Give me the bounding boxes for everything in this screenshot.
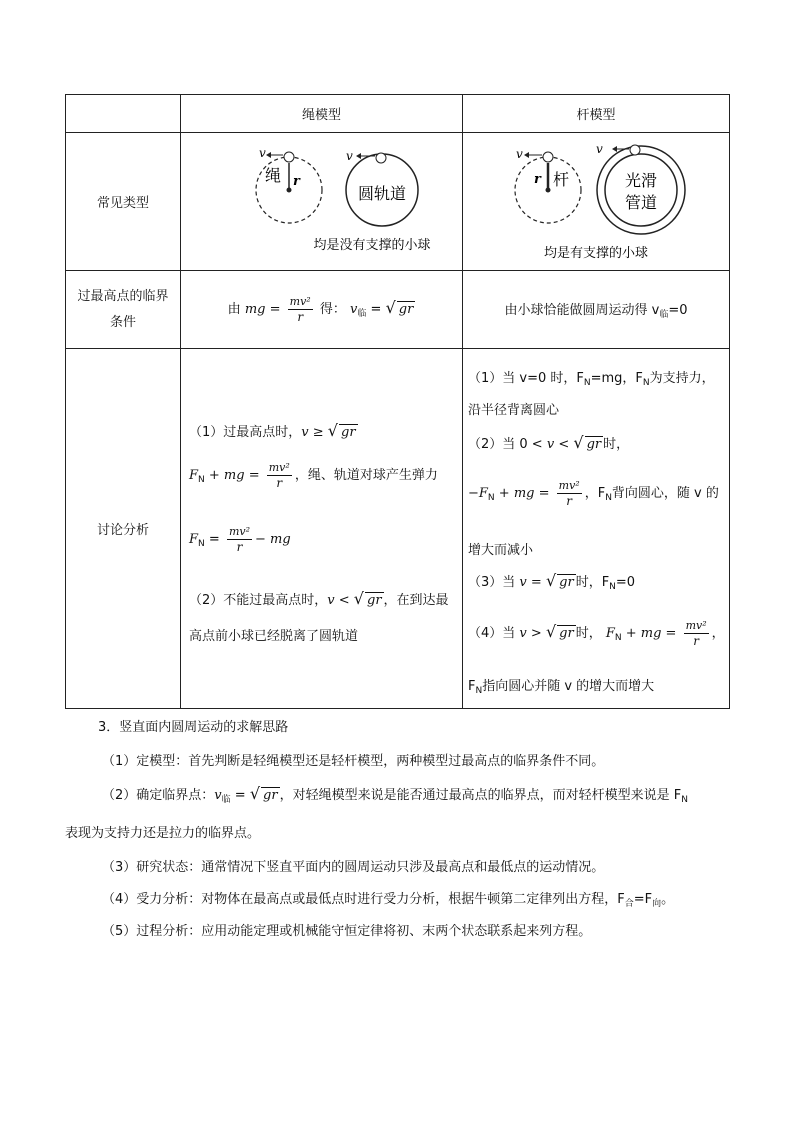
rope-v-label: v	[259, 146, 266, 160]
steps-title: 3．竖直面内圆周运动的求解思路	[98, 720, 289, 735]
rope-discussion-line1: （1）过最高点时，v ≥ √ gr	[189, 421, 356, 440]
rope-critical-sub: 临	[357, 309, 367, 319]
track-v-label: v	[346, 149, 353, 163]
critical-label-line2: 条件	[109, 314, 136, 330]
tube-inner-circle	[605, 154, 677, 226]
step-3: （3）研究状态：通常情况下竖直平面内的圆周运动只涉及最高点和最低点的运动情况。	[102, 860, 605, 875]
rod-center-dot	[546, 188, 551, 193]
step-4: （4）受力分析：对物体在最高点或最低点时进行受力分析，根据牛顿第二定律列出方程，$F_合=F_向$。	[102, 892, 675, 909]
rope-ball	[284, 152, 294, 162]
tube-text-1: 光滑	[624, 171, 658, 190]
rope-critical-eq: =	[370, 302, 382, 317]
rod-discussion-line8: $F_N$指向圆心并随 v 的增大而增大	[468, 679, 655, 696]
rod-critical-condition	[463, 271, 730, 349]
tube-ball	[630, 145, 640, 155]
row-label-critical	[66, 271, 181, 349]
rod-discussion-line2: 沿半径背离圆心	[468, 403, 560, 418]
rod-critical-sub: 临	[659, 310, 669, 320]
rope-critical-prefix: 由	[227, 302, 241, 317]
rod-r-label: r	[534, 172, 541, 187]
track-ball	[376, 153, 386, 163]
rod-caption: 均是有支撑的小球	[543, 246, 649, 261]
rod-char-label: 杆	[553, 170, 570, 189]
tube-v-label: v	[596, 142, 603, 156]
rope-critical-mid: 得：	[319, 302, 346, 317]
step-2: （2）确定临界点：$v_临$ = √ gr ，对轻绳模型来说是能否通过最高点的临界点，而对轻杆模型来说是 $F_N$	[102, 784, 688, 805]
rope-critical-fraction: $\frac{\text{mv²}}{r}$	[289, 295, 311, 324]
track-text: 圆轨道	[358, 184, 407, 203]
rope-model-diagram	[181, 133, 463, 271]
step-2-continued: 表现为支持力还是拉力的临界点。	[65, 826, 261, 841]
rope-caption: 均是没有支撑的小球	[313, 238, 431, 253]
rod-ball	[543, 152, 553, 162]
rope-discussion-cell	[181, 349, 463, 709]
header-rod-model: 杆模型	[463, 95, 730, 133]
rod-discussion-line7: （4）当 v > √ gr 时， $F_N$ + mg = $\frac{\text{mv²}}{r}$ ，	[468, 619, 725, 648]
rope-r-label: r	[293, 174, 300, 189]
rod-v-label: v	[516, 147, 523, 161]
rope-discussion-line3: $F_N$ = $\frac{\text{mv²}}{r}$ − mg	[189, 525, 291, 554]
rod-model-diagram	[463, 133, 730, 271]
tube-text-2: 管道	[624, 193, 658, 212]
rod-discussion-line4: $-F_N$ + mg = $\frac{\text{mv²}}{r}$ ，$F_N$背向圆心，随 v 的	[468, 479, 719, 508]
header-empty	[66, 95, 181, 133]
row-label-types: 常见类型	[66, 133, 181, 271]
rope-critical-condition: 由 mg = $\frac{\text{mv²}}{r}$ 得： $v_临$ = √ gr	[181, 271, 463, 349]
rod-discussion-line5: 增大而减小	[468, 543, 534, 558]
rope-discussion-line2: $F_N$ + mg = $\frac{\text{mv²}}{r}$ ，绳、轨道对球产生弹力	[189, 461, 438, 490]
rope-critical-lhs: mg =	[244, 302, 281, 317]
rod-discussion-line6: （3）当 v = √ gr 时，$F_N=0$	[468, 571, 636, 592]
rope-discussion-line4: （2）不能过最高点时，v < √ gr ，在到达最	[189, 589, 449, 608]
rope-center-dot	[287, 188, 292, 193]
rope-discussion-line5: 高点前小球已经脱离了圆轨道	[189, 629, 359, 644]
header-rope-model: 绳模型	[181, 95, 463, 133]
rod-critical-tail: =0	[668, 303, 688, 318]
critical-label-line1: 过最高点的临界	[77, 288, 169, 304]
model-comparison-table	[65, 94, 730, 709]
tube-outer-circle	[597, 146, 685, 234]
rope-critical-sqrt: gr	[398, 302, 414, 317]
rod-discussion-line1: （1）当 v=0 时，$F_N=mg$，$F_N$为支持力，	[468, 371, 715, 388]
rod-discussion-line3: （2）当 0 < v < √ gr 时，	[468, 433, 630, 452]
row-label-discussion: 讨论分析	[66, 349, 181, 709]
rod-critical-text: 由小球恰能做圆周运动得 v	[504, 303, 660, 318]
rope-char-label: 绳	[265, 166, 282, 185]
rope-diagrams-cell	[181, 133, 463, 271]
step-1: （1）定模型：首先判断是轻绳模型还是轻杆模型，两种模型过最高点的临界条件不同。	[102, 754, 605, 769]
rope-critical-v: v	[350, 302, 358, 317]
step-5: （5）过程分析：应用动能定理或机械能守恒定律将初、末两个状态联系起来列方程。	[102, 924, 592, 939]
rod-diagrams-cell	[463, 133, 730, 271]
rod-discussion-cell	[463, 349, 730, 709]
